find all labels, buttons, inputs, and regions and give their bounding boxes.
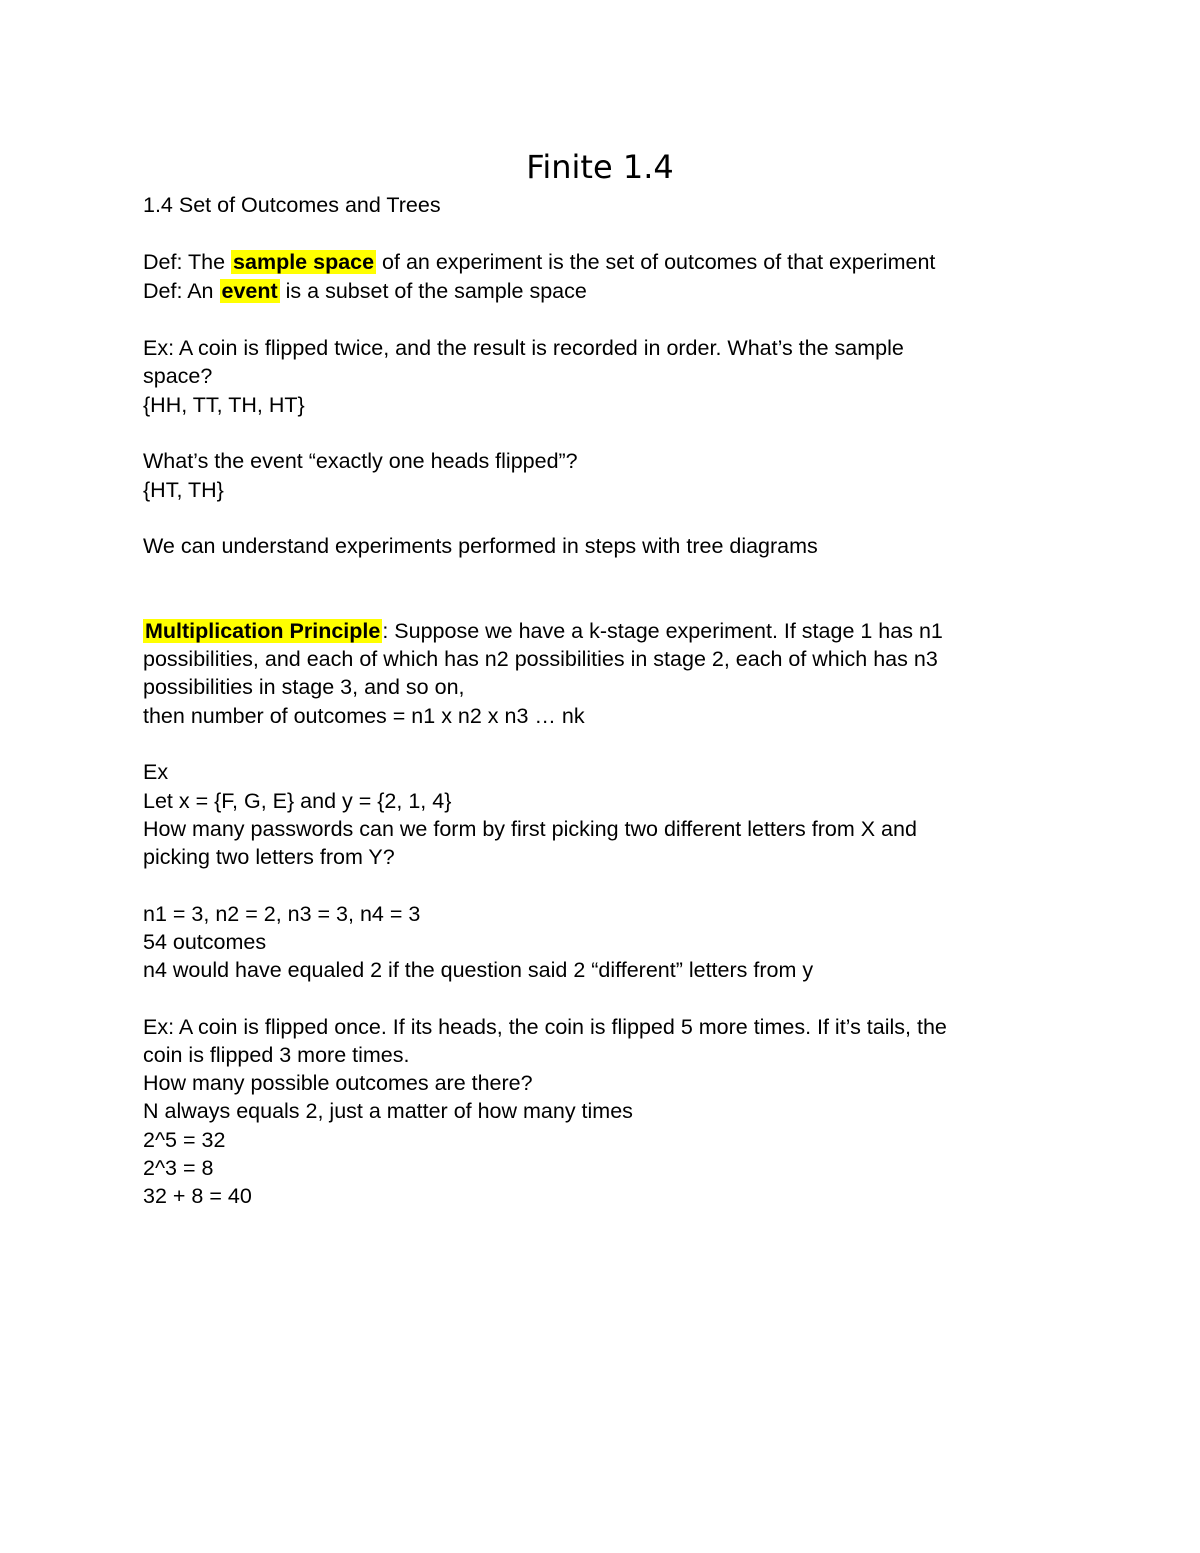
- example-3-question-cont: coin is flipped 3 more times.: [143, 1043, 410, 1067]
- multiplication-principle-cont: possibilities in stage 3, and so on,: [143, 675, 465, 699]
- example-3-calc: 2^5 = 32: [143, 1128, 226, 1152]
- multiplication-principle-formula: then number of outcomes = n1 x n2 x n3 … nk: [143, 704, 585, 728]
- example-2-question: How many passwords can we form by first picking two different letters from X and: [143, 817, 917, 841]
- multiplication-principle-cont: possibilities, and each of which has n2 possibilities in stage 2, each of which has n3: [143, 647, 938, 671]
- highlighted-term-sample-space: sample space: [233, 250, 375, 274]
- definition-prefix: Def: The: [143, 250, 232, 274]
- example-3-prompt: How many possible outcomes are there?: [143, 1071, 533, 1095]
- example-1-question-cont: space?: [143, 364, 213, 388]
- highlighted-term-multiplication-principle: Multiplication Principle: [145, 619, 381, 643]
- example-1-question: Ex: A coin is flipped twice, and the result is recorded in order. What’s the sample: [143, 336, 904, 360]
- principle-text: : Suppose we have a k-stage experiment. If stage 1 has n1: [382, 619, 943, 643]
- example-2-sets: Let x = {F, G, E} and y = {2, 1, 4}: [143, 789, 452, 813]
- example-2-note: n4 would have equaled 2 if the question said 2 “different” letters from y: [143, 958, 814, 982]
- tree-diagram-note: We can understand experiments performed in steps with tree diagrams: [143, 534, 818, 558]
- definition-text: of an experiment is the set of outcomes of that experiment: [376, 250, 936, 274]
- highlighted-term-event: event: [221, 279, 278, 303]
- example-3-question: Ex: A coin is flipped once. If its heads, the coin is flipped 5 more times. If it’s tails, the: [143, 1015, 947, 1039]
- example-3-total: 32 + 8 = 40: [143, 1184, 252, 1208]
- page-title: Finite 1.4: [526, 148, 674, 186]
- definition-event: [143, 277, 587, 305]
- example-1-event-answer: {HT, TH}: [143, 478, 224, 502]
- multiplication-principle: [143, 617, 943, 645]
- example-2-result: 54 outcomes: [143, 930, 267, 954]
- example-3-note: N always equals 2, just a matter of how many times: [143, 1099, 633, 1123]
- example-1-event-question: What’s the event “exactly one heads flipped”?: [143, 449, 578, 473]
- example-2-label: Ex: [143, 760, 169, 784]
- example-3-calc: 2^3 = 8: [143, 1156, 214, 1180]
- definition-sample-space: [143, 248, 935, 276]
- definition-text: is a subset of the sample space: [279, 279, 587, 303]
- example-2-question-cont: picking two letters from Y?: [143, 845, 395, 869]
- example-1-answer: {HH, TT, TH, HT}: [143, 393, 305, 417]
- section-subtitle: 1.4 Set of Outcomes and Trees: [143, 193, 441, 217]
- example-2-values: n1 = 3, n2 = 2, n3 = 3, n4 = 3: [143, 902, 421, 926]
- definition-prefix: Def: An: [143, 279, 220, 303]
